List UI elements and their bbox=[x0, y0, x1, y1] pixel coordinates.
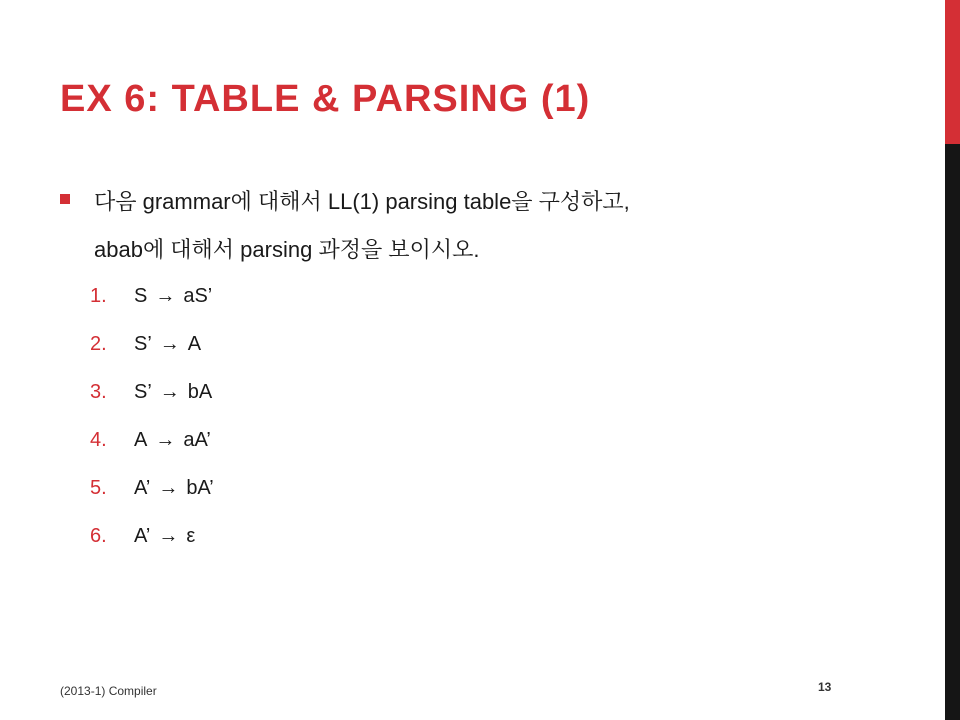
rule-rhs: bA’ bbox=[186, 477, 214, 499]
rule-number: 5. bbox=[90, 477, 107, 499]
grammar-rule bbox=[90, 332, 214, 380]
grammar-rule bbox=[90, 380, 214, 428]
side-accent-bar bbox=[945, 0, 960, 144]
grammar-rule bbox=[90, 524, 214, 572]
page-number: 13 bbox=[818, 680, 832, 694]
bullet-line-2: abab에 대해서 parsing 과정을 보이시오. bbox=[94, 237, 480, 262]
rule-lhs: A’ bbox=[134, 477, 151, 499]
rule-rhs: bA bbox=[187, 381, 213, 403]
grammar-rule-list bbox=[90, 284, 214, 572]
rule-rhs: aA’ bbox=[183, 429, 211, 451]
rule-number: 4. bbox=[90, 429, 107, 451]
grammar-rule bbox=[90, 476, 214, 524]
rule-rhs: ε bbox=[186, 525, 196, 547]
rule-number: 1. bbox=[90, 285, 107, 307]
arrow-icon: → bbox=[159, 381, 180, 403]
grammar-rule bbox=[90, 284, 214, 332]
rule-number: 3. bbox=[90, 381, 107, 403]
bullet-line-1: 다음 grammar에 대해서 LL(1) parsing table을 구성하고, bbox=[94, 189, 630, 214]
rule-lhs: S’ bbox=[134, 381, 152, 403]
rule-lhs: A bbox=[134, 429, 148, 451]
rule-lhs: S bbox=[134, 285, 148, 307]
slide-title: EX 6: TABLE & PARSING (1) bbox=[60, 78, 591, 120]
arrow-icon: → bbox=[155, 429, 176, 451]
arrow-icon: → bbox=[155, 285, 176, 307]
side-decoration-bar bbox=[945, 0, 960, 720]
rule-number: 2. bbox=[90, 333, 107, 355]
rule-rhs: aS’ bbox=[183, 285, 213, 307]
arrow-icon: → bbox=[159, 333, 180, 355]
bullet-text bbox=[94, 178, 900, 274]
bullet-item bbox=[60, 178, 900, 274]
rule-lhs: A’ bbox=[134, 525, 151, 547]
rule-number: 6. bbox=[90, 525, 107, 547]
footer-course: (2013-1) Compiler bbox=[60, 684, 157, 698]
arrow-icon: → bbox=[158, 477, 179, 499]
grammar-rule bbox=[90, 428, 214, 476]
rule-rhs: A bbox=[187, 333, 202, 355]
arrow-icon: → bbox=[158, 525, 179, 547]
square-bullet-icon bbox=[60, 194, 70, 204]
rule-lhs: S’ bbox=[134, 333, 152, 355]
